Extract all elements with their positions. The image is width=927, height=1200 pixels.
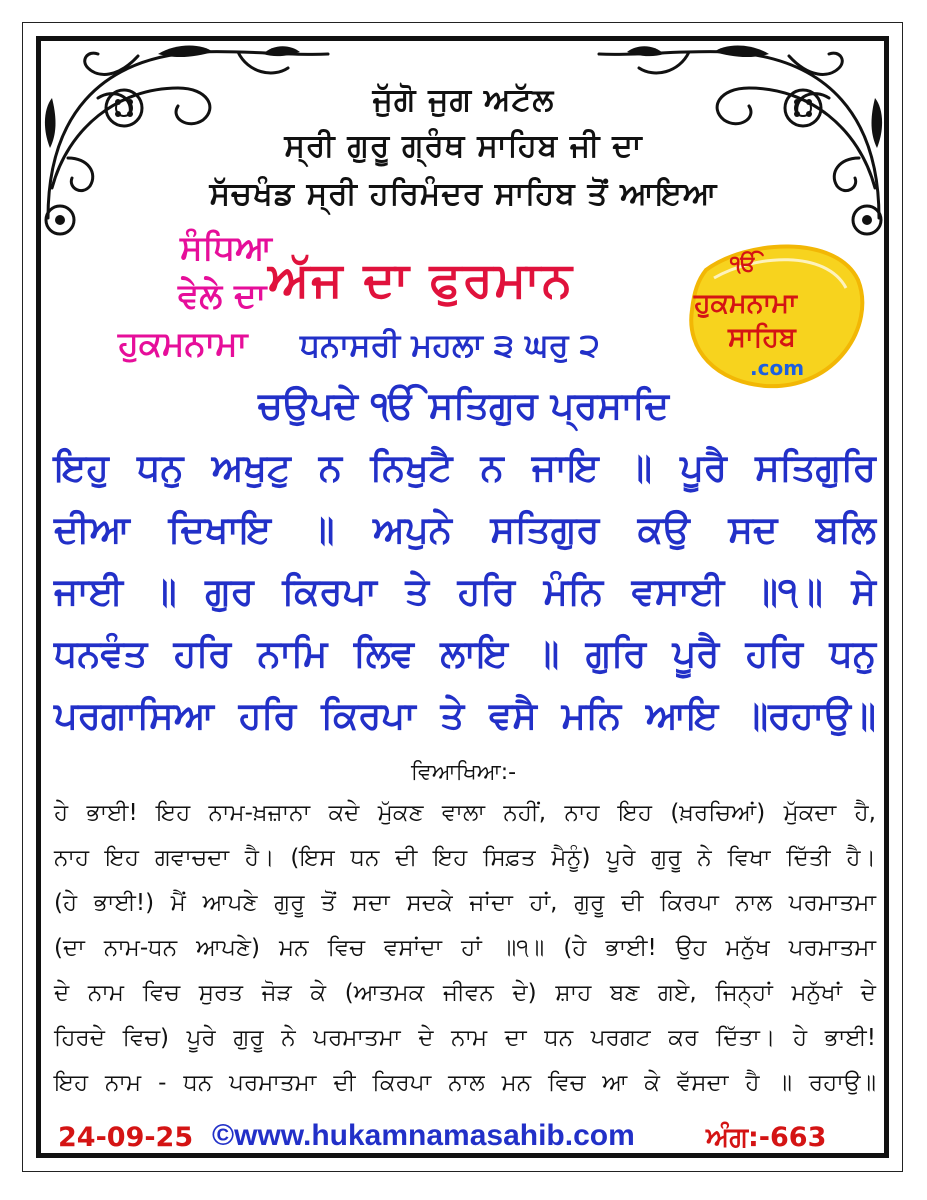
footer-date: 24-09-25 [58,1122,194,1153]
explanation-line-2: ਨਾਹ ਇਹ ਗਵਾਚਦਾ ਹੈ। (ਇਸ ਧਨ ਦੀ ਇਹ ਸਿਫ਼ਤ ਮੈਨੂੰ) ਪੂਰੇ ਗੁਰੂ ਨੇ ਵਿਖਾ ਦਿੱਤੀ ਹੈ। [54,845,876,871]
gurbani-line-1: ਇਹੁ ਧਨੁ ਅਖੁਟੁ ਨ ਨਿਖੁਟੈ ਨ ਜਾਇ ॥ ਪੂਰੈ ਸਤਿਗੁਰਿ [54,446,876,489]
raag-heading: ਧਨਾਸਰੀ ਮਹਲਾ ੩ ਘਰੁ ੨ [300,326,600,364]
header-line-3: ਸੱਚਖੰਡ ਸ੍ਰੀ ਹਰਿਮੰਦਰ ਸਾਹਿਬ ਤੋਂ ਆਇਆ [209,176,718,212]
logo-line-2: ਸਾਹਿਬ [728,322,796,353]
logo-line-1: ਹੁਕਮਨਾਮਾ [694,288,797,319]
footer-website: ©www.hukamnamasahib.com [212,1119,635,1152]
header-line-1: ਜੁੱਗੋ ਜੁਗ ਅਟੱਲ [372,82,555,118]
logo-line-3: .com [750,356,805,380]
gurbani-line-3: ਜਾਈ ॥ ਗੁਰ ਕਿਰਪਾ ਤੇ ਹਰਿ ਮੰਨਿ ਵਸਾਈ ॥੧॥ ਸੇ [54,570,876,613]
gurbani-line-4: ਧਨਵੰਤ ਹਰਿ ਨਾਮਿ ਲਿਵ ਲਾਇ ॥ ਗੁਰਿ ਪੂਰੈ ਹਰਿ ਧਨੁ [54,632,876,675]
explanation-line-4: (ਦਾ ਨਾਮ-ਧਨ ਆਪਣੇ) ਮਨ ਵਿਚ ਵਸਾਂਦਾ ਹਾਂ ॥੧॥ (ਹੇ ਭਾਈ! ਉਹ ਮਨੁੱਖ ਪਰਮਾਤਮਾ [54,935,876,961]
gurbani-line-5: ਪਰਗਾਸਿਆ ਹਰਿ ਕਿਰਪਾ ਤੇ ਵਸੈ ਮਨਿ ਆਇ ॥ਰਹਾਉ॥ [54,694,876,737]
explanation-line-6: ਹਿਰਦੇ ਵਿਚ) ਪੂਰੇ ਗੁਰੂ ਨੇ ਪਰਮਾਤਮਾ ਦੇ ਨਾਮ ਦਾ ਧਨ ਪਰਗਟ ਕਰ ਦਿੱਤਾ। ਹੇ ਭਾਈ! [54,1025,876,1051]
gurbani-line-2: ਦੀਆ ਦਿਖਾਇ ॥ ਅਪੁਨੇ ਸਤਿਗੁਰ ਕਉ ਸਦ ਬਲਿ [54,508,876,551]
side-label-line-3: ਹੁਕਮਨਾਮਾ [118,324,248,364]
side-label-line-2: ਵੇਲੇ ਦਾ [178,276,267,316]
hukamnama-sahib-logo [686,240,866,390]
footer-ang: ਅੰਗ:-663 [706,1122,827,1153]
explanation-line-1: ਹੇ ਭਾਈ! ਇਹ ਨਾਮ-ਖ਼ਜ਼ਾਨਾ ਕਦੇ ਮੁੱਕਣ ਵਾਲਾ ਨਹੀਂ, ਨਾਹ ਇਹ (ਖ਼ਰਚਿਆਂ) ਮੁੱਕਦਾ ਹੈ, [54,800,876,826]
explanation-line-7: ਇਹ ਨਾਮ - ਧਨ ਪਰਮਾਤਮਾ ਦੀ ਕਿਰਪਾ ਨਾਲ ਮਨ ਵਿਚ ਆ ਕੇ ਵੱਸਦਾ ਹੈ ॥ ਰਹਾਉ॥ [54,1070,876,1096]
header-line-2: ਸ੍ਰੀ ਗੁਰੂ ਗ੍ਰੰਥ ਸਾਹਿਬ ਜੀ ਦਾ [284,128,643,164]
logo-ek-onkar-icon: ੴ [730,252,757,277]
explanation-line-3: (ਹੇ ਭਾਈ!) ਮੈਂ ਆਪਣੇ ਗੁਰੂ ਤੋਂ ਸਦਾ ਸਦਕੇ ਜਾਂਦਾ ਹਾਂ, ਗੁਰੂ ਦੀ ਕਿਰਪਾ ਨਾਲ ਪਰਮਾਤਮਾ [54,890,876,916]
page-title: ਅੱਜ ਦਾ ਫੁਰਮਾਨ [268,252,574,308]
explanation-heading: ਵਿਆਖਿਆ:- [410,760,517,785]
explanation-line-5: ਦੇ ਨਾਮ ਵਿਚ ਸੁਰਤ ਜੋੜ ਕੇ (ਆਤਮਕ ਜੀਵਨ ਦੇ) ਸ਼ਾਹ ਬਣ ਗਏ, ਜਿਨ੍ਹਾਂ ਮਨੁੱਖਾਂ ਦੇ [54,980,876,1006]
mangal-line: ਚਉਪਦੇ ੴ ਸਤਿਗੁਰ ਪ੍ਰਸਾਦਿ [257,384,670,427]
side-label-line-1: ਸੰਧਿਆ [180,228,273,268]
